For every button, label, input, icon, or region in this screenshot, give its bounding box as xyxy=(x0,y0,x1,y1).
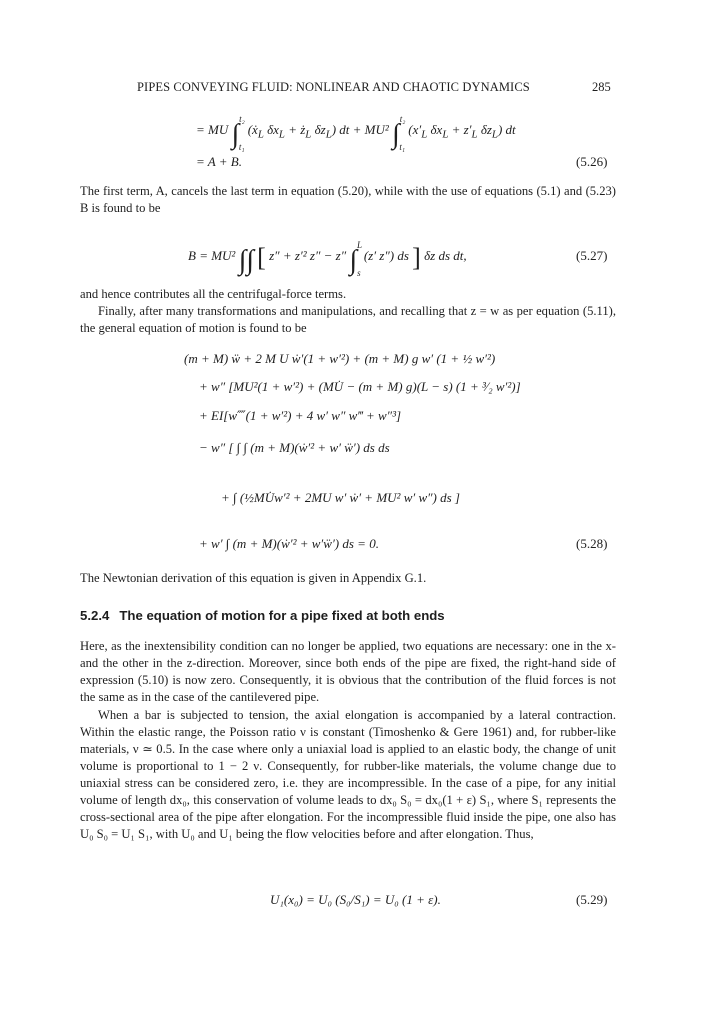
paragraph-2 xyxy=(80,286,616,337)
equation-5-28-line6: + w′ ∫ (m + M)(ẇ′² + w′ẅ′) ds = 0. xyxy=(199,536,379,551)
integral-sign: ∫ xyxy=(231,119,240,150)
equation-5-28-line5: + ∫ (½MU̇w′² + 2MU w′ ẇ′ + MU² w′ w″) ds ] xyxy=(221,490,460,505)
paragraph-4 xyxy=(80,638,616,706)
running-header-title: PIPES CONVEYING FLUID: NONLINEAR AND CHAOTIC DYNAMICS xyxy=(137,80,530,94)
double-integral-sign: ∫∫ xyxy=(238,245,254,276)
section-title: The equation of motion for a pipe fixed at both ends xyxy=(119,608,445,623)
equation-number-5-27: (5.27) xyxy=(576,248,608,263)
integral-sign: ∫ xyxy=(392,119,400,150)
paragraph-5-text: When a bar is subjected to tension, the axial elongation is accompanied by a lateral contraction. Within the elastic range, the Poisson ratio ν is constant (Timoshenko & Gere 1961) and, for rubber-like materials, ν ≃ 0.5. In the case where only a uniaxial load is applied to an elastic body, the change of unit volume is proportional to 1 − 2 ν. Consequently, for rubber-like materials, the volume change due to uniaxial stress can be considered zero, i.e. they are incompressible. In the case of a pipe, for any initial volume of length dx₀, this conservation of volume leads to dx₀ S₀ = dx₀(1 + ε) S₁, where S₁ represents the cross-sectional area of the pipe after elongation. For the incompressible fluid inside the pipe, one also has U₀ S₀ = U₁ S₁, with U₀ and U₁ being the flow velocities before and after elongation. Thus, xyxy=(80,708,616,841)
equation-5-26-line2: = A + B. xyxy=(196,154,242,169)
page-number: 285 xyxy=(592,80,611,94)
paragraph-3 xyxy=(80,570,616,587)
paragraph-4-text: Here, as the inextensibility condition can no longer be applied, two equations are necessary: one in the x- and the other in the z-direction. Moreover, since both ends of the pipe are fixed, the right-hand side of expression (5.10) is now zero. Consequently, it is obvious that the contribution of the fluid forces is not the same as in the case of the cantilevered pipe. xyxy=(80,639,616,704)
paragraph-2-line1: and hence contributes all the centrifugal-force terms. xyxy=(80,287,347,301)
paragraph-3-text: The Newtonian derivation of this equation is given in Appendix G.1. xyxy=(80,571,427,585)
section-number: 5.2.4 xyxy=(80,608,110,623)
paragraph-5 xyxy=(80,707,616,843)
equation-number-5-28: (5.28) xyxy=(576,536,608,551)
equation-number-5-26: (5.26) xyxy=(576,154,608,169)
paragraph-2-line2: Finally, after many transformations and manipulations, and recalling that z = w as per equation (5.11), the general equation of motion is found to be xyxy=(80,304,616,335)
integral-sign: ∫ xyxy=(349,245,358,276)
equation-number-5-29: (5.29) xyxy=(576,892,608,907)
equation-5-27: B = MU² ∫∫ [ z″ + z′² z″ − z″ ∫$^L_s$ (z′ z″) ds ] δz ds dt, xyxy=(188,240,467,278)
equation-5-29: U₁(x₀) = U₀ (S₀/S₁) = U₀ (1 + ε). xyxy=(270,892,441,907)
equation-5-28-line2: + w″ [MU²(1 + w′²) + (MU̇ − (m + M) g)(L − s) (1 + ³⁄₂ w′²)] xyxy=(199,379,521,394)
equation-5-28-line4: − w″ [ ∫ ∫ (m + M)(ẇ′² + w′ ẅ′) ds ds xyxy=(199,440,390,455)
equation-5-28-line3: + EI[w⁗(1 + w′²) + 4 w′ w″ w‴ + w″³] xyxy=(199,408,402,423)
paragraph-1 xyxy=(80,183,616,217)
paragraph-1-text: The first term, A, cancels the last term in equation (5.20), while with the use of equations (5.1) and (5.23) B is found to be xyxy=(80,184,616,215)
section-heading xyxy=(80,608,445,623)
equation-5-28-line1: (m + M) ẅ + 2 M U ẇ′(1 + w′²) + (m + M) g w′ (1 + ½ w′²) xyxy=(184,351,496,366)
equation-5-26-line1: = MU ∫$^{t_2}_{t_1}$ (ẋ$_L$ $\delta x_L$ + $ż_L$ $\delta z_L$) dt + MU² ∫$^{t_2}_{t_1}$ ($x'_L$ $\delta x_L + z'_L$ $\delta z_L$) dt xyxy=(196,114,516,152)
